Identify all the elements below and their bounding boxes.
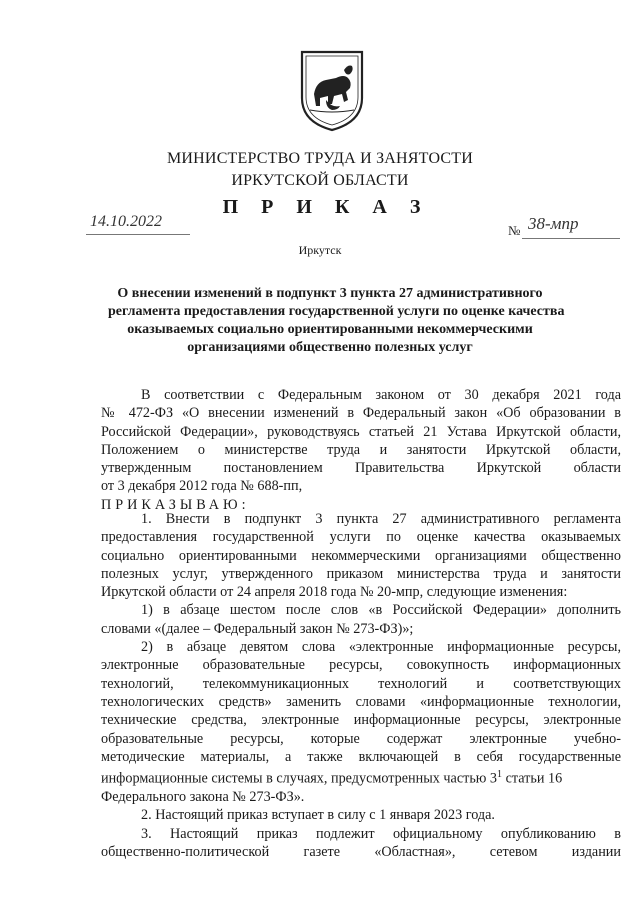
body-line: технические средства, электронные информационные ресурсы, электронные [101, 712, 621, 729]
organization-name-line1: МИНИСТЕРСТВО ТРУДА И ЗАНЯТОСТИ [167, 150, 473, 167]
body-line: полезных услуг, утвержденного приказом министерства труда и занятости [101, 565, 621, 582]
body-line: утвержденным постановлением Правительства Иркутской области [101, 460, 621, 477]
order-title [108, 285, 565, 357]
body-line: социально ориентированными некоммерческими организациями общественно [101, 547, 621, 564]
body-line [101, 766, 621, 788]
preamble-paragraph [101, 386, 621, 514]
body-line: № 472-ФЗ «О внесении изменений в Федеральный закон «Об образовании в [101, 405, 621, 422]
body-line: образовательные ресурсы, которые содержат электронные учебно- [101, 730, 621, 747]
body-line: технологий, телекоммуникационных технологий и соответствующих [101, 675, 621, 692]
handwritten-date: 14.10.2022 [90, 213, 162, 230]
body-line: электронные образовательные ресурсы, совокупность информационных [101, 657, 621, 674]
body-line: 2. Настоящий приказ вступает в силу с 1 января 2023 года. [141, 807, 495, 824]
body-line: словами «(далее – Федеральный закон № 273-ФЗ)»; [101, 620, 414, 637]
title-line: организациями общественно полезных услуг [187, 340, 473, 355]
body-text: информационные системы в случаях, предусмотренных частью 3 [101, 770, 498, 787]
title-line: оказываемых социально ориентированными некоммерческими [127, 322, 533, 337]
number-prefix: № [508, 223, 521, 238]
body-line: от 3 декабря 2012 года № 688-пп, [101, 478, 303, 495]
order-word: ПРИКАЗЫВАЮ: [101, 496, 250, 513]
handwritten-number: 38-мпр [528, 214, 579, 233]
city-label: Иркутск [298, 243, 342, 257]
body-line: 2) в абзаце девятом слова «электронные информационные ресурсы, [141, 639, 621, 656]
title-line: регламента предоставления государственной услуги по оценке качества [108, 304, 565, 319]
body-text: статьи 16 [502, 770, 563, 787]
body-line: общественно-политической газете «Областная», сетевом издании [101, 844, 621, 861]
order-items [101, 510, 621, 861]
document-type-heading: П Р И К А З [222, 196, 430, 218]
body-line: 3. Настоящий приказ подлежит официальному опубликованию в [141, 825, 621, 842]
coat-of-arms-emblem [298, 48, 366, 132]
number-underline [522, 238, 620, 239]
title-line: О внесении изменений в подпункт 3 пункта 27 административного [117, 286, 543, 301]
date-underline [86, 234, 190, 235]
body-line: 1. Внести в подпункт 3 пункта 27 административного регламента [141, 511, 621, 527]
body-line: технологических средств» заменить словами «информационные технологии, [101, 693, 621, 710]
body-line: Федерального закона № 273-ФЗ». [101, 789, 305, 806]
body-line: Положением о министерстве труда и занятости Иркутской области, [101, 441, 621, 458]
superscript: 1 [497, 769, 503, 781]
organization-name-line2: ИРКУТСКОЙ ОБЛАСТИ [231, 172, 409, 189]
body-line: В соответствии с Федеральным законом от 30 декабря 2021 года [141, 387, 621, 403]
body-line: Российской Федерации», руководствуясь статьей 21 Устава Иркутской области, [101, 423, 621, 440]
body-line: методические материалы, а также включающей в себя государственные [101, 748, 621, 765]
body-line: 1) в абзаце шестом после слов «в Российской Федерации» дополнить [141, 602, 621, 619]
body-line: предоставления государственной услуги по оценке качества оказываемых [101, 529, 621, 546]
body-line: Иркутской области от 24 апреля 2018 года № 20-мпр, следующие изменения: [101, 584, 568, 601]
